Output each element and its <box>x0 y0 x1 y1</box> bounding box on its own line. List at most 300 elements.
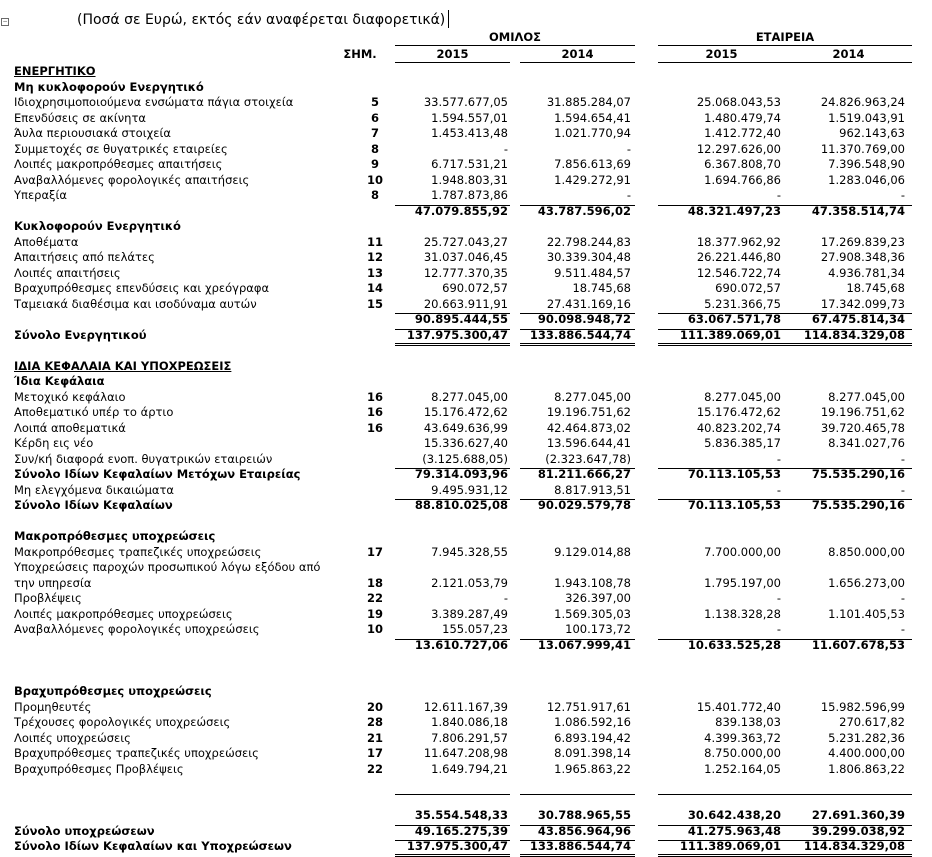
row-label: Κυκλοφορούν Ενεργητικό <box>14 219 181 233</box>
value-cell: - <box>900 482 905 497</box>
value-cell: 70.113.105,53 <box>687 498 781 512</box>
row-note: 22 <box>366 761 383 776</box>
value-cell: - <box>900 451 905 466</box>
value-cell: - <box>626 188 631 202</box>
row-label: Αποθέματα <box>14 234 79 249</box>
value-cell: 690.072,57 <box>715 281 781 295</box>
value-cell: 8.277.045,00 <box>554 389 631 404</box>
row-note: 8 <box>370 141 379 156</box>
total-rule-top <box>658 794 785 795</box>
value-cell: 79.314.093,96 <box>414 467 508 481</box>
value-cell: 22.798.244,83 <box>546 234 631 249</box>
value-cell: 43.787.596,02 <box>537 203 631 218</box>
value-cell: 8.277.045,00 <box>828 389 905 404</box>
value-cell <box>395 777 508 792</box>
row-note: 20 <box>366 699 383 714</box>
total-rule-top <box>785 205 912 206</box>
value-cell: 19.196.751,62 <box>820 405 905 419</box>
total-rule-top <box>395 840 510 841</box>
value-cell <box>520 653 631 668</box>
value-cell: 137.975.300,47 <box>406 839 508 853</box>
value-cell: 8.817.913,51 <box>554 482 631 497</box>
value-cell <box>785 64 905 79</box>
total-rule-top <box>395 825 510 826</box>
row-label: Σύνολο Ιδίων Κεφαλαίων Μετόχων Εταιρείας <box>14 467 301 481</box>
total-rule-top <box>395 794 510 795</box>
value-cell: 11.370.769,00 <box>820 141 905 156</box>
year-line-1 <box>395 62 510 63</box>
value-cell: 1.453.413,48 <box>431 126 508 140</box>
total-rule-top <box>785 313 912 314</box>
value-cell: 962.143,63 <box>839 126 905 140</box>
value-cell <box>520 80 631 95</box>
value-cell <box>658 529 781 544</box>
value-cell: 1.787.873,86 <box>431 188 508 202</box>
value-cell: 40.823.202,74 <box>696 420 781 435</box>
value-cell: 9.511.484,57 <box>554 265 631 280</box>
row-note: 10 <box>366 172 383 187</box>
value-cell: 8.091.398,14 <box>554 746 631 760</box>
value-cell <box>785 653 905 668</box>
row-label: ΙΔΙΑ ΚΕΦΑΛΑΙΑ ΚΑΙ ΥΠΟΧΡΕΩΣΕΙΣ <box>14 358 232 373</box>
value-cell: 33.577.677,05 <box>423 95 508 109</box>
year-line-4 <box>785 62 912 63</box>
value-cell: 1.412.772,40 <box>704 126 781 140</box>
value-cell: 1.519.043,91 <box>828 110 905 125</box>
value-cell: 90.895.444,55 <box>414 312 508 326</box>
row-note: 9 <box>370 157 379 171</box>
value-cell: - <box>900 622 905 636</box>
value-cell: 15.176.472,62 <box>423 405 508 419</box>
row-label: Συν/κή διαφορά ενοπ. θυγατρικών εταιρειών <box>14 451 273 466</box>
year-header-company-2015: 2015 <box>705 47 738 61</box>
value-cell: (3.125.688,05) <box>422 451 508 466</box>
row-note: 13 <box>366 265 383 280</box>
value-cell: 133.886.544,74 <box>529 327 631 342</box>
total-rule-double-1 <box>658 854 785 855</box>
value-cell: 27.908.348,36 <box>820 250 905 264</box>
value-cell: 8.750.000,00 <box>704 746 781 760</box>
row-label: την υπηρεσία <box>14 575 92 590</box>
value-cell: 31.037.046,45 <box>423 250 508 264</box>
value-cell <box>395 80 508 95</box>
value-cell: 18.745,68 <box>846 281 905 295</box>
row-label: Αναβαλλόμενες φορολογικές υποχρεώσεις <box>14 622 260 636</box>
value-cell: 88.810.025,08 <box>414 498 508 512</box>
value-cell: 15.982.596,99 <box>820 699 905 714</box>
value-cell <box>785 374 905 389</box>
row-label: Άυλα περιουσιακά στοιχεία <box>14 126 171 140</box>
value-cell: 8.341.027,76 <box>828 436 905 450</box>
value-cell: 7.856.613,69 <box>554 157 631 171</box>
value-cell: 8.277.045,00 <box>704 389 781 404</box>
value-cell <box>395 684 508 699</box>
value-cell: 4.400.000,00 <box>828 746 905 760</box>
value-cell <box>520 64 631 79</box>
row-label: Βραχυπρόθεσμες τραπεζικές υποχρεώσεις <box>14 746 259 760</box>
row-note: 16 <box>366 405 383 419</box>
value-cell: 1.021.770,94 <box>554 126 631 140</box>
value-cell <box>395 64 508 79</box>
total-rule-top <box>395 313 510 314</box>
value-cell: 10.633.525,28 <box>687 637 781 652</box>
value-cell: 20.663.911,91 <box>423 296 508 311</box>
value-cell: 1.480.479,74 <box>704 110 781 125</box>
value-cell: 1.429.272,91 <box>554 172 631 187</box>
company-header: ΕΤΑΙΡΕΙΑ <box>755 30 815 44</box>
year-header-company-2014: 2014 <box>832 47 865 61</box>
row-label: Βραχυπρόθεσμες υποχρεώσεις <box>14 684 212 698</box>
row-label: Λοιπές απαιτήσεις <box>14 265 121 280</box>
value-cell <box>658 684 781 699</box>
value-cell: 15.336.627,40 <box>423 436 508 450</box>
value-cell: 3.389.287,49 <box>431 606 508 621</box>
value-cell: 114.834.329,08 <box>803 327 905 342</box>
value-cell: - <box>503 591 508 605</box>
row-note: 22 <box>366 591 383 605</box>
row-label: Σύνολο Ιδίων Κεφαλαίων <box>14 498 173 512</box>
value-cell: 42.464.873,02 <box>546 420 631 435</box>
row-note: 28 <box>366 715 383 729</box>
value-cell: 47.358.514,74 <box>811 203 905 218</box>
value-cell <box>658 80 781 95</box>
value-cell: 7.700.000,00 <box>704 544 781 559</box>
value-cell: 111.389.069,01 <box>679 327 781 342</box>
row-label: Βραχυπρόθεσμες Προβλέψεις <box>14 761 184 776</box>
value-cell <box>520 514 631 529</box>
row-note: 17 <box>366 544 383 559</box>
value-cell: 137.975.300,47 <box>406 327 508 342</box>
row-label: Βραχυπρόθεσμες επενδύσεις και χρεόγραφα <box>14 281 270 295</box>
value-cell: 1.795.197,00 <box>704 575 781 590</box>
value-cell: 1.943.108,78 <box>554 575 631 590</box>
row-note: 8 <box>370 188 379 202</box>
total-rule-top <box>395 499 510 500</box>
value-cell: 49.165.275,39 <box>414 823 508 838</box>
total-rule-top <box>395 468 510 469</box>
value-cell <box>395 669 508 684</box>
total-rule-top <box>520 468 635 469</box>
row-label: Προμηθευτές <box>14 699 92 714</box>
value-cell: - <box>776 451 781 466</box>
value-cell <box>658 793 781 808</box>
value-cell: 1.594.654,41 <box>554 110 631 125</box>
total-rule-top <box>658 205 785 206</box>
value-cell: 75.535.290,16 <box>811 467 905 481</box>
value-cell: 1.569.305,03 <box>554 606 631 621</box>
row-note: 5 <box>370 95 379 109</box>
value-cell: 12.546.722,74 <box>696 265 781 280</box>
value-cell: 39.720.465,78 <box>820 420 905 435</box>
value-cell: 1.840.086,18 <box>431 715 508 729</box>
value-cell: 839.138,03 <box>715 715 781 729</box>
value-cell: 27.431.169,16 <box>546 296 631 311</box>
total-rule-top <box>785 468 912 469</box>
total-rule-double-1 <box>395 854 510 855</box>
row-label: Απαιτήσεις από πελάτες <box>14 250 155 264</box>
row-label: Λοιπά αποθεματικά <box>14 420 126 435</box>
value-cell: 8.850.000,00 <box>828 544 905 559</box>
value-cell: 63.067.571,78 <box>687 312 781 326</box>
value-cell: 1.806.863,22 <box>828 761 905 776</box>
value-cell <box>785 669 905 684</box>
row-label: Σύνολο Ιδίων Κεφαλαίων και Υποχρεώσεων <box>14 839 292 853</box>
value-cell: 90.029.579,78 <box>537 498 631 512</box>
row-label: Κέρδη εις νέο <box>14 436 94 450</box>
value-cell: 11.607.678,53 <box>811 637 905 652</box>
value-cell: 18.377.962,92 <box>696 234 781 249</box>
value-cell <box>658 64 781 79</box>
value-cell: 9.129.014,88 <box>554 544 631 559</box>
value-cell <box>395 529 508 544</box>
value-cell: 26.221.446,80 <box>696 250 781 264</box>
row-note: 16 <box>366 389 383 404</box>
row-label: Αποθεματικό υπέρ το άρτιο <box>14 405 174 419</box>
row-note: 21 <box>366 730 383 745</box>
value-cell <box>520 669 631 684</box>
group-header: ΟΜΙΛΟΣ <box>488 30 542 44</box>
total-rule-top <box>658 313 785 314</box>
value-cell: 6.717.531,21 <box>431 157 508 171</box>
value-cell <box>395 514 508 529</box>
value-cell: 7.945.328,55 <box>431 544 508 559</box>
value-cell: 15.176.472,62 <box>696 405 781 419</box>
value-cell: 155.057,23 <box>442 622 508 636</box>
value-cell <box>785 80 905 95</box>
value-cell: 31.885.284,07 <box>546 95 631 109</box>
total-rule-top <box>520 825 635 826</box>
row-note: 16 <box>366 420 383 435</box>
total-rule-top <box>520 794 635 795</box>
total-rule-top <box>658 639 785 640</box>
value-cell: - <box>626 141 631 156</box>
value-cell <box>520 560 631 575</box>
value-cell <box>520 219 631 234</box>
value-cell <box>395 219 508 234</box>
total-rule-double-1 <box>785 854 912 855</box>
row-label: Μετοχικό κεφάλαιο <box>14 389 126 404</box>
row-label: Σύνολο Ενεργητικού <box>14 327 147 342</box>
row-label: Αναβαλλόμενες φορολογικές απαιτήσεις <box>14 172 250 187</box>
value-cell: 25.068.043,53 <box>696 95 781 109</box>
value-cell <box>785 793 905 808</box>
value-cell: - <box>900 188 905 202</box>
value-cell: 12.751.917,61 <box>546 699 631 714</box>
total-rule-top <box>520 205 635 206</box>
total-rule-top <box>658 499 785 500</box>
value-cell: - <box>900 591 905 605</box>
value-cell: 7.396.548,90 <box>828 157 905 171</box>
value-cell <box>658 343 781 358</box>
value-cell: 114.834.329,08 <box>803 839 905 853</box>
value-cell: 6.893.194,42 <box>554 730 631 745</box>
value-cell: 1.694.766,86 <box>704 172 781 187</box>
row-note: 7 <box>370 126 379 140</box>
total-rule-top <box>520 499 635 500</box>
value-cell: 39.299.038,92 <box>811 823 905 838</box>
value-cell: 30.339.304,48 <box>546 250 631 264</box>
collapse-toggle-icon[interactable]: − <box>2 18 8 25</box>
row-note: 15 <box>366 296 383 311</box>
value-cell: 1.948.803,31 <box>431 172 508 187</box>
year-header-group-2014: 2014 <box>561 47 594 61</box>
total-rule-top <box>785 794 912 795</box>
value-cell <box>658 514 781 529</box>
value-cell: - <box>776 591 781 605</box>
total-rule-top <box>658 840 785 841</box>
value-cell: 30.788.965,55 <box>537 808 631 822</box>
year-line-2 <box>520 62 635 63</box>
value-cell: 12.777.370,35 <box>423 265 508 280</box>
value-cell: 1.138.328,28 <box>704 606 781 621</box>
total-rule-top <box>785 825 912 826</box>
row-note: 17 <box>366 746 383 760</box>
value-cell: 27.691.360,39 <box>811 808 905 822</box>
total-rule-top <box>658 329 785 330</box>
value-cell: 5.231.366,75 <box>704 296 781 311</box>
value-cell <box>520 529 631 544</box>
row-label: ΕΝΕΡΓΗΤΙΚΟ <box>14 64 96 78</box>
value-cell: 70.113.105,53 <box>687 467 781 481</box>
row-note: 6 <box>370 110 379 125</box>
row-label: Προβλέψεις <box>14 591 82 605</box>
value-cell: 7.806.291,57 <box>431 730 508 745</box>
value-cell: 11.647.208,98 <box>423 746 508 760</box>
row-label: Μακροπρόθεσμες τραπεζικές υποχρεώσεις <box>14 544 262 559</box>
value-cell: 17.342.099,73 <box>820 296 905 311</box>
value-cell <box>785 219 905 234</box>
amounts-note: (Ποσά σε Ευρώ, εκτός εάν αναφέρεται διαφορετικά) <box>77 12 446 28</box>
value-cell: 1.086.592,16 <box>554 715 631 729</box>
value-cell: 30.642.438,20 <box>687 808 781 822</box>
value-cell: 67.475.814,34 <box>811 312 905 326</box>
value-cell <box>785 529 905 544</box>
value-cell <box>658 560 781 575</box>
row-label: Μη κυκλοφορούν Ενεργητικό <box>14 79 204 94</box>
value-cell: 15.401.772,40 <box>696 699 781 714</box>
value-cell: 6.367.808,70 <box>704 157 781 171</box>
total-rule-top <box>785 329 912 330</box>
value-cell: 81.211.666,27 <box>537 467 631 481</box>
row-note: 10 <box>366 622 383 636</box>
value-cell: 24.826.963,24 <box>820 95 905 109</box>
value-cell: 9.495.931,12 <box>431 482 508 497</box>
value-cell: 1.252.164,05 <box>704 761 781 776</box>
value-cell: 18.745,68 <box>572 281 631 295</box>
value-cell: 1.965.863,22 <box>554 761 631 776</box>
value-cell <box>395 374 508 389</box>
value-cell <box>658 669 781 684</box>
value-cell: 13.596.644,41 <box>546 436 631 450</box>
value-cell: 2.121.053,79 <box>431 575 508 590</box>
value-cell: 19.196.751,62 <box>546 405 631 419</box>
value-cell <box>520 359 631 374</box>
row-note: 18 <box>366 575 383 590</box>
value-cell: - <box>776 188 781 202</box>
row-label: Λοιπές μακροπρόθεσμες απαιτήσεις <box>14 157 223 171</box>
row-label: Υποχρεώσεις παροχών προσωπικού λόγω εξόδου από <box>14 560 321 574</box>
value-cell: - <box>776 622 781 636</box>
row-label: Λοιπές μακροπρόθεσμες υποχρεώσεις <box>14 606 233 621</box>
value-cell <box>658 359 781 374</box>
value-cell <box>520 777 631 792</box>
value-cell: 4.936.781,34 <box>828 265 905 280</box>
total-rule-top <box>785 639 912 640</box>
value-cell <box>658 374 781 389</box>
row-note: 11 <box>366 234 383 249</box>
value-cell: - <box>503 141 508 156</box>
total-rule-top <box>785 840 912 841</box>
value-cell: 43.856.964,96 <box>537 823 631 838</box>
value-cell <box>658 777 781 792</box>
row-label: Τρέχουσες φορολογικές υποχρεώσεις <box>14 715 231 729</box>
value-cell <box>520 684 631 699</box>
total-rule-top <box>658 825 785 826</box>
value-cell <box>520 793 631 808</box>
total-rule-top <box>785 499 912 500</box>
row-label: Μη ελεγχόμενα δικαιώματα <box>14 482 174 497</box>
value-cell: 48.321.497,23 <box>687 203 781 218</box>
value-cell: 1.656.273,00 <box>828 575 905 590</box>
row-label: Ιδιοχρησιμοποιούμενα ενσώματα πάγια στοιχεία <box>14 95 294 109</box>
note-column-header: ΣΗΜ. <box>343 47 377 61</box>
value-cell <box>395 793 508 808</box>
value-cell: 25.727.043,27 <box>423 234 508 249</box>
value-cell <box>520 374 631 389</box>
value-cell: 35.554.548,33 <box>414 808 508 822</box>
value-cell: 8.277.045,00 <box>431 389 508 404</box>
value-cell: 133.886.544,74 <box>529 839 631 853</box>
value-cell: 690.072,57 <box>442 281 508 295</box>
value-cell: 326.397,00 <box>565 591 631 605</box>
value-cell: 47.079.855,92 <box>414 203 508 218</box>
value-cell: 12.611.167,39 <box>423 699 508 714</box>
value-cell <box>520 343 631 358</box>
total-rule-double-1 <box>520 854 635 855</box>
total-rule-top <box>520 840 635 841</box>
value-cell <box>785 359 905 374</box>
value-cell <box>658 219 781 234</box>
value-cell <box>395 359 508 374</box>
group-header-line <box>395 45 635 46</box>
total-rule-top <box>658 468 785 469</box>
row-label: Λοιπές υποχρεώσεις <box>14 730 131 745</box>
total-rule-top <box>520 639 635 640</box>
row-label: Ταμειακά διαθέσιμα και ισοδύναμα αυτών <box>14 296 257 311</box>
value-cell: 13.610.727,06 <box>414 637 508 652</box>
value-cell: 75.535.290,16 <box>811 498 905 512</box>
row-label: Σύνολο υποχρεώσεων <box>14 823 155 838</box>
value-cell: 12.297.626,00 <box>696 141 781 156</box>
value-cell: 5.836.385,17 <box>704 436 781 450</box>
value-cell: 5.231.282,36 <box>828 730 905 745</box>
row-note: 19 <box>366 606 383 621</box>
total-rule-top <box>395 329 510 330</box>
value-cell: 13.067.999,41 <box>537 637 631 652</box>
value-cell <box>395 343 508 358</box>
row-label: Υπεραξία <box>14 188 67 202</box>
row-note: 14 <box>366 281 383 295</box>
value-cell <box>785 560 905 575</box>
value-cell: 41.275.963,48 <box>687 823 781 838</box>
year-header-group-2015: 2015 <box>436 47 469 61</box>
value-cell: 1.283.046,06 <box>828 172 905 187</box>
value-cell <box>785 514 905 529</box>
value-cell <box>785 777 905 792</box>
value-cell: 43.649.636,99 <box>423 420 508 435</box>
value-cell: 90.098.948,72 <box>537 312 631 326</box>
value-cell <box>395 560 508 575</box>
